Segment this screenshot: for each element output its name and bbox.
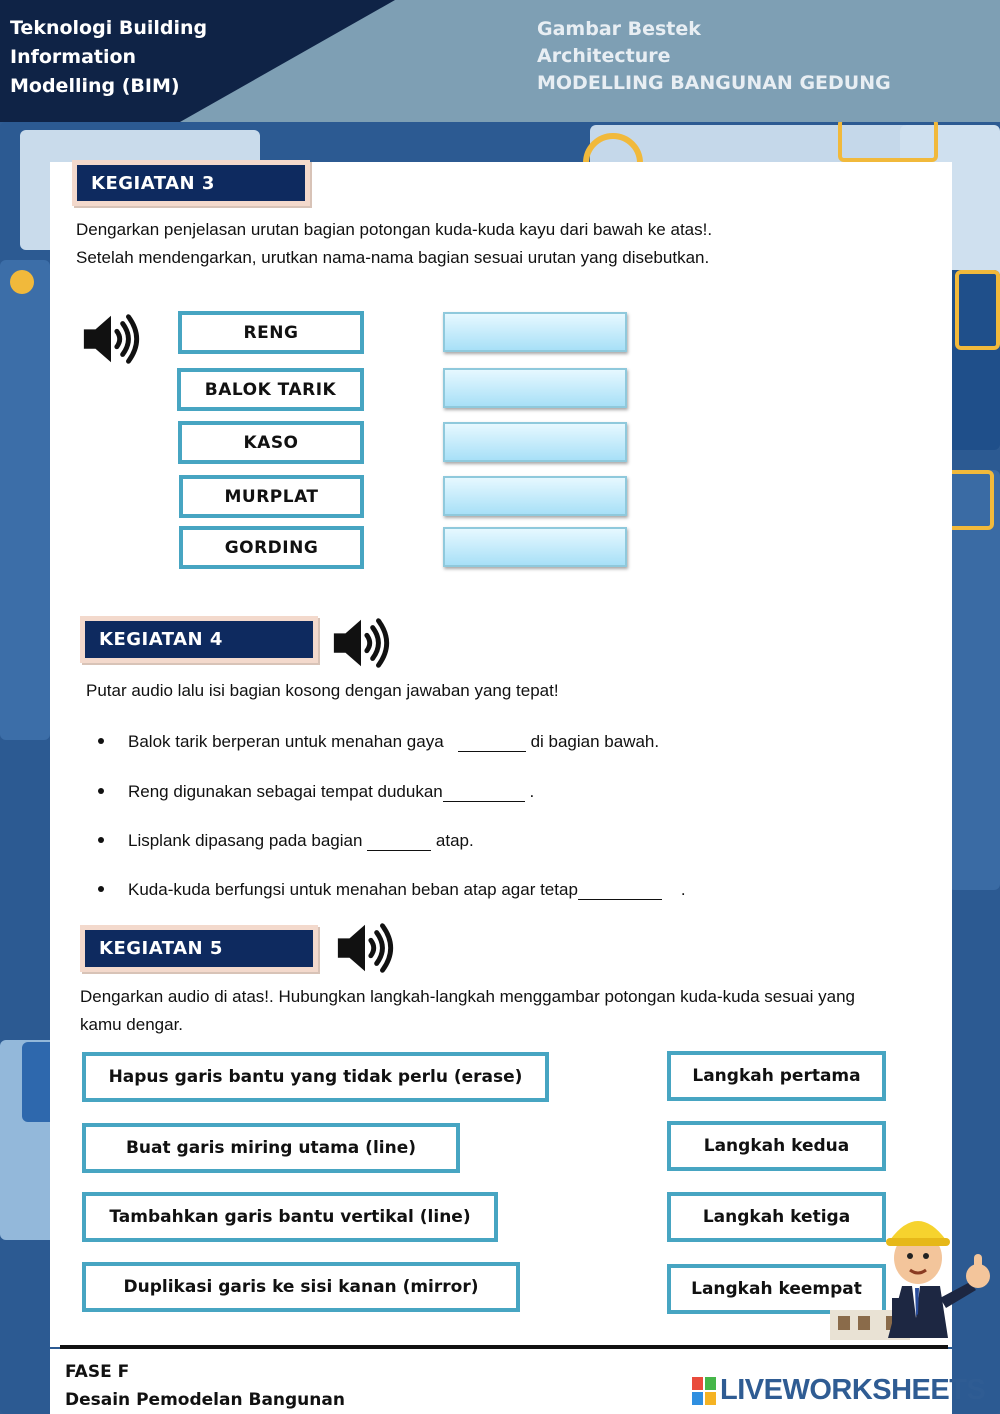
- item-text: atap.: [435, 831, 474, 850]
- footer-text: [65, 1358, 345, 1414]
- header-line: Gambar Bestek: [537, 18, 701, 40]
- word-card-gording[interactable]: GORDING: [179, 526, 364, 569]
- step-card-1[interactable]: Langkah pertama: [667, 1051, 886, 1101]
- kegiatan-3-instructions: [76, 216, 712, 272]
- answer-slot-4[interactable]: [443, 476, 627, 516]
- engineer-mascot-icon: [830, 1198, 995, 1343]
- footer-line: Desain Pemodelan Bangunan: [65, 1390, 345, 1410]
- word-card-kaso[interactable]: KASO: [178, 421, 364, 464]
- footer-divider: [60, 1345, 948, 1349]
- instruction-line: Dengarkan penjelasan urutan bagian potongan kuda-kuda kayu dari bawah ke atas!.: [76, 220, 713, 239]
- header-line: Information: [10, 46, 137, 68]
- blank-input[interactable]: [367, 832, 431, 851]
- word-card-reng[interactable]: RENG: [178, 311, 364, 354]
- bg-frame: [955, 270, 1000, 350]
- bg-block: [0, 260, 50, 740]
- speaker-icon[interactable]: [330, 612, 392, 674]
- blank-input[interactable]: [443, 783, 525, 802]
- answer-slot-1[interactable]: [443, 312, 627, 352]
- item-text: .: [680, 880, 686, 899]
- header-line: MODELLING BANGUNAN GEDUNG: [537, 72, 891, 94]
- kegiatan-5-instructions: [80, 983, 855, 1039]
- item-text: Kuda-kuda berfungsi untuk menahan beban atap agar tetap: [128, 880, 578, 899]
- item-text: Lisplank dipasang pada bagian: [128, 831, 363, 850]
- bg-frame: [838, 118, 938, 162]
- speaker-icon[interactable]: [334, 917, 396, 979]
- instruction-line: Dengarkan audio di atas!. Hubungkan langkah-langkah menggambar potongan kuda-kuda sesuai yang: [80, 987, 855, 1006]
- header-line: Architecture: [537, 45, 671, 67]
- item-text: Balok tarik berperan untuk menahan gaya: [128, 732, 444, 751]
- liveworksheets-logo-icon: [692, 1377, 716, 1405]
- speaker-icon[interactable]: [80, 308, 142, 370]
- item-text: .: [529, 782, 535, 801]
- answer-slot-2[interactable]: [443, 368, 627, 408]
- action-card-erase[interactable]: Hapus garis bantu yang tidak perlu (erase): [82, 1052, 549, 1102]
- kegiatan-4-title: KEGIATAN 4: [80, 616, 318, 663]
- footer-line: FASE F: [65, 1362, 130, 1382]
- liveworksheets-brand[interactable]: LIVEWORKSHEETS: [720, 1374, 986, 1406]
- answer-slot-3[interactable]: [443, 422, 627, 462]
- instruction-line: Setelah mendengarkan, urutkan nama-nama bagian sesuai urutan yang disebutkan.: [76, 248, 710, 267]
- bg-dot: [10, 270, 34, 294]
- header-line: Modelling (BIM): [10, 75, 180, 97]
- list-item: [98, 880, 686, 900]
- action-card-vertical[interactable]: Tambahkan garis bantu vertikal (line): [82, 1192, 498, 1242]
- header-line: Teknologi Building: [10, 17, 208, 39]
- bg-block: [948, 470, 1000, 890]
- list-item: [98, 831, 474, 851]
- item-text: Reng digunakan sebagai tempat dudukan: [128, 782, 443, 801]
- answer-slot-5[interactable]: [443, 527, 627, 567]
- list-item: [98, 732, 659, 752]
- item-text: di bagian bawah.: [530, 732, 660, 751]
- blank-input[interactable]: [578, 881, 662, 900]
- step-card-3[interactable]: Langkah ketiga: [667, 1192, 886, 1242]
- action-card-line[interactable]: Buat garis miring utama (line): [82, 1123, 460, 1173]
- header-course-title: [10, 14, 207, 101]
- action-card-mirror[interactable]: Duplikasi garis ke sisi kanan (mirror): [82, 1262, 520, 1312]
- list-item: [98, 782, 534, 802]
- kegiatan-5-title: KEGIATAN 5: [80, 925, 318, 972]
- word-card-balok-tarik[interactable]: BALOK TARIK: [177, 368, 364, 411]
- header-topic: [537, 16, 891, 97]
- kegiatan-4-instruction: Putar audio lalu isi bagian kosong dengan jawaban yang tepat!: [86, 681, 559, 700]
- step-card-4[interactable]: Langkah keempat: [667, 1264, 886, 1314]
- kegiatan-3-title: KEGIATAN 3: [72, 160, 310, 206]
- instruction-line: kamu dengar.: [80, 1015, 184, 1034]
- word-card-murplat[interactable]: MURPLAT: [179, 475, 364, 518]
- blank-input[interactable]: [458, 733, 526, 752]
- step-card-2[interactable]: Langkah kedua: [667, 1121, 886, 1171]
